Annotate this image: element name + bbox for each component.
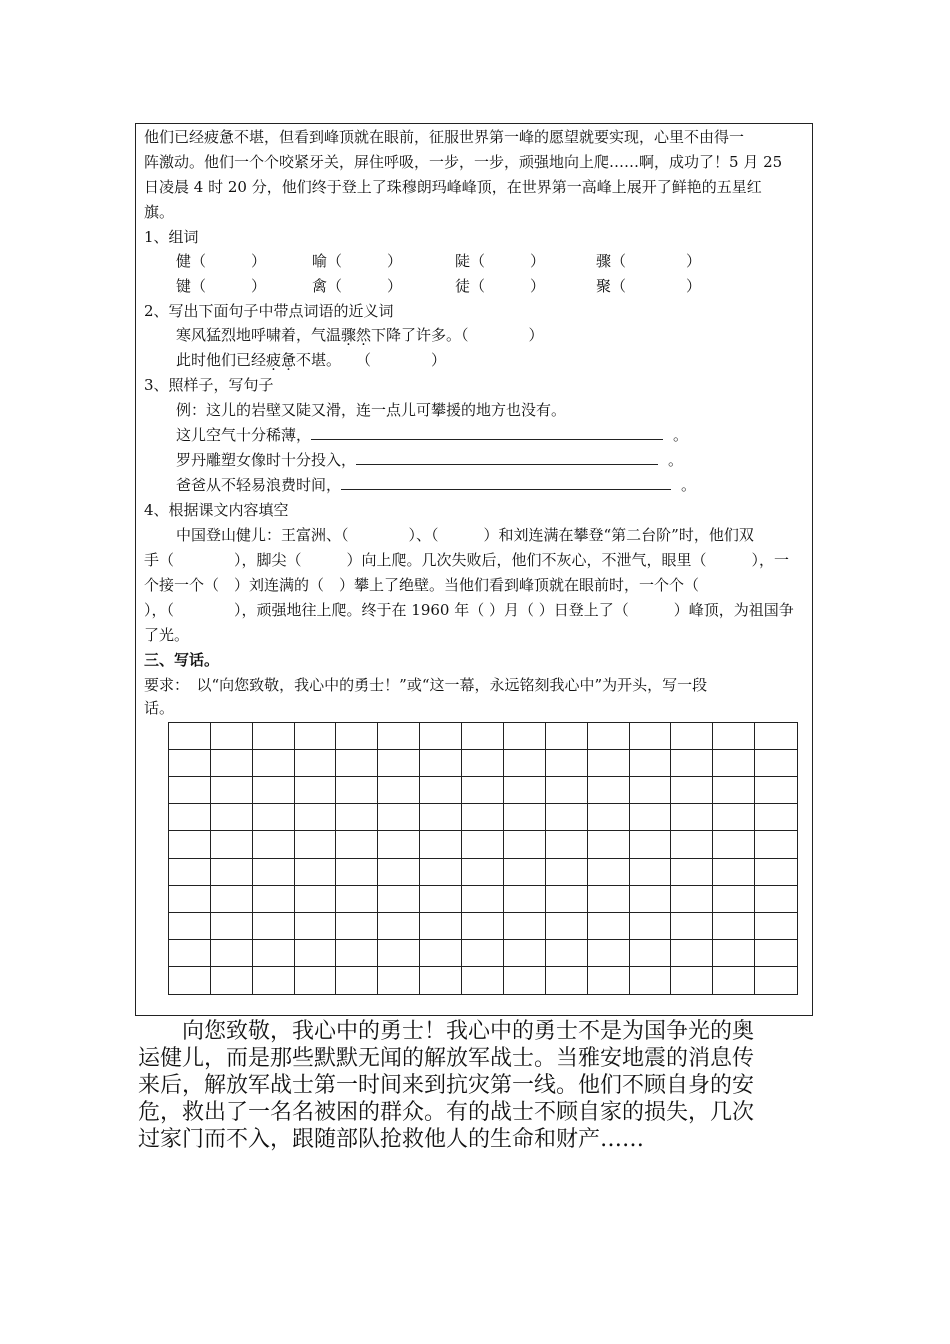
grid-cell[interactable] [546, 804, 588, 831]
q4-title: 4、根据课文内容填空 [144, 501, 289, 519]
q2-sentence-1 [176, 324, 544, 346]
grid-cell[interactable] [295, 913, 337, 940]
grid-cell[interactable] [253, 804, 295, 831]
grid-cell[interactable] [420, 940, 462, 967]
grid-cell[interactable] [504, 831, 546, 858]
grid-cell[interactable] [630, 804, 672, 831]
q4-line: ），（ ），顽强地往上爬。终于在 1960 年（ ）月（ ）日登上了（ ）峰顶，为祖国争 [144, 601, 794, 619]
grid-cell[interactable] [169, 967, 211, 994]
grid-cell[interactable] [336, 804, 378, 831]
grid-cell[interactable] [588, 750, 630, 777]
grid-cell[interactable] [253, 913, 295, 940]
grid-cell[interactable] [211, 750, 253, 777]
grid-cell[interactable] [588, 804, 630, 831]
grid-cell[interactable] [295, 967, 337, 994]
answer-line: 过家门而不入，跟随部队抢救他人的生命和财产…… [138, 1127, 645, 1152]
q1-item: 禽（ ） [312, 277, 403, 295]
grid-cell[interactable] [211, 777, 253, 804]
q2-text: 寒风猛烈地呼啸着，气温 [176, 326, 342, 344]
grid-cell[interactable] [671, 967, 713, 994]
grid-cell[interactable] [462, 804, 504, 831]
q2-sentence-2 [176, 349, 446, 371]
grid-cell[interactable] [546, 913, 588, 940]
grid-cell[interactable] [420, 804, 462, 831]
grid-cell[interactable] [713, 859, 755, 886]
grid-cell[interactable] [755, 967, 797, 994]
grid-cell[interactable] [755, 886, 797, 913]
grid-cell[interactable] [588, 940, 630, 967]
grid-cell[interactable] [546, 777, 588, 804]
grid-cell[interactable] [211, 723, 253, 750]
grid-cell[interactable] [295, 777, 337, 804]
grid-cell[interactable] [546, 831, 588, 858]
answer-blank[interactable] [311, 425, 663, 440]
grid-cell[interactable] [755, 777, 797, 804]
q1-item: 陡（ ） [455, 252, 546, 270]
grid-cell[interactable] [504, 777, 546, 804]
grid-cell[interactable] [378, 750, 420, 777]
dotted-char: 然 [356, 326, 372, 344]
grid-cell[interactable] [755, 723, 797, 750]
q3-prompt: 罗丹雕塑女像时十分投入， [176, 451, 357, 469]
grid-cell[interactable] [671, 750, 713, 777]
grid-cell[interactable] [671, 859, 713, 886]
grid-cell[interactable] [504, 886, 546, 913]
q3-example: 例：这儿的岩壁又陡又滑，连一点儿可攀援的地方也没有。 [176, 401, 567, 419]
dotted-char: 惫 [281, 351, 297, 369]
grid-cell[interactable] [420, 777, 462, 804]
grid-cell[interactable] [378, 723, 420, 750]
grid-cell[interactable] [588, 967, 630, 994]
grid-cell[interactable] [630, 913, 672, 940]
grid-cell[interactable] [378, 967, 420, 994]
passage-line: 日凌晨 4 时 20 分，他们终于登上了珠穆朗玛峰峰顶，在世界第一高峰上展开了鲜艳的五星红 [144, 178, 762, 196]
grid-cell[interactable] [462, 777, 504, 804]
q2-title: 2、写出下面句子中带点词语的近义词 [144, 302, 394, 320]
grid-cell[interactable] [755, 750, 797, 777]
grid-cell[interactable] [336, 831, 378, 858]
grid-cell[interactable] [253, 723, 295, 750]
grid-cell[interactable] [378, 859, 420, 886]
q3-line [176, 474, 696, 496]
grid-cell[interactable] [420, 750, 462, 777]
grid-cell[interactable] [295, 804, 337, 831]
grid-cell[interactable] [713, 831, 755, 858]
q3-prompt: 这儿空气十分稀薄， [176, 426, 312, 444]
grid-cell[interactable] [336, 777, 378, 804]
grid-cell[interactable] [630, 886, 672, 913]
grid-cell[interactable] [630, 723, 672, 750]
grid-cell[interactable] [546, 750, 588, 777]
grid-cell[interactable] [671, 886, 713, 913]
answer-line: 危，救出了一名名被困的群众。有的战士不顾自家的损失，几次 [138, 1100, 755, 1125]
answer-line: 运健儿，而是那些默默无闻的解放军战士。当雅安地震的消息传 [138, 1046, 755, 1071]
section-title: 三、写话。 [144, 651, 220, 669]
grid-cell[interactable] [169, 723, 211, 750]
grid-cell[interactable] [253, 886, 295, 913]
grid-cell[interactable] [671, 777, 713, 804]
writing-grid[interactable] [168, 722, 798, 995]
grid-cell[interactable] [713, 804, 755, 831]
q3-period: 。 [668, 451, 684, 469]
q2-text: 此时他们已经 [176, 351, 267, 369]
grid-cell[interactable] [336, 723, 378, 750]
grid-cell[interactable] [504, 940, 546, 967]
grid-cell[interactable] [378, 804, 420, 831]
grid-cell[interactable] [462, 940, 504, 967]
q4-line: 中国登山健儿：王富洲、（ ）、（ ）和刘连满在攀登“第二台阶”时，他们双 [176, 526, 754, 544]
q2-text: 下降了许多。（ ） [371, 326, 544, 344]
grid-cell[interactable] [588, 723, 630, 750]
grid-cell[interactable] [713, 886, 755, 913]
grid-cell[interactable] [336, 750, 378, 777]
grid-cell[interactable] [630, 967, 672, 994]
grid-cell[interactable] [713, 777, 755, 804]
grid-cell[interactable] [253, 967, 295, 994]
grid-cell[interactable] [169, 831, 211, 858]
grid-cell[interactable] [169, 750, 211, 777]
grid-cell[interactable] [295, 750, 337, 777]
grid-cell[interactable] [671, 831, 713, 858]
grid-cell[interactable] [378, 777, 420, 804]
q3-period: 。 [673, 426, 689, 444]
grid-cell[interactable] [169, 804, 211, 831]
grid-cell[interactable] [253, 777, 295, 804]
q1-item: 聚（ ） [596, 277, 702, 295]
grid-cell[interactable] [588, 831, 630, 858]
grid-cell[interactable] [713, 967, 755, 994]
grid-cell[interactable] [169, 913, 211, 940]
grid-cell[interactable] [336, 886, 378, 913]
grid-cell[interactable] [546, 859, 588, 886]
grid-cell[interactable] [630, 750, 672, 777]
q3-line [176, 449, 683, 471]
q3-title: 3、照样子，写句子 [144, 376, 274, 394]
grid-cell[interactable] [211, 804, 253, 831]
q1-item: 健（ ） [176, 252, 267, 270]
grid-cell[interactable] [295, 886, 337, 913]
grid-cell[interactable] [630, 859, 672, 886]
grid-cell[interactable] [755, 859, 797, 886]
grid-cell[interactable] [671, 723, 713, 750]
grid-cell[interactable] [295, 940, 337, 967]
q4-line: 了光。 [144, 626, 190, 644]
grid-cell[interactable] [713, 940, 755, 967]
grid-cell[interactable] [336, 967, 378, 994]
grid-cell[interactable] [169, 859, 211, 886]
grid-cell[interactable] [420, 913, 462, 940]
grid-cell[interactable] [211, 831, 253, 858]
passage-line: 旗。 [144, 203, 175, 221]
grid-cell[interactable] [755, 831, 797, 858]
grid-cell[interactable] [420, 723, 462, 750]
grid-cell[interactable] [378, 940, 420, 967]
grid-cell[interactable] [378, 831, 420, 858]
q1-item: 徒（ ） [455, 277, 546, 295]
grid-cell[interactable] [253, 750, 295, 777]
grid-cell[interactable] [211, 886, 253, 913]
grid-cell[interactable] [336, 859, 378, 886]
grid-cell[interactable] [755, 940, 797, 967]
grid-cell[interactable] [169, 940, 211, 967]
q1-item: 键（ ） [176, 277, 267, 295]
writing-requirement: 话。 [144, 699, 175, 717]
writing-requirement: 要求： 以“向您致敬，我心中的勇士！”或“这一幕，永远铭刻我心中”为开头，写一段 [144, 676, 708, 694]
grid-cell[interactable] [211, 940, 253, 967]
grid-cell[interactable] [546, 967, 588, 994]
passage-line: 阵激动。他们一个个咬紧牙关，屏住呼吸，一步，一步，顽强地向上爬……啊，成功了！5 月 25 [144, 153, 783, 171]
grid-cell[interactable] [462, 723, 504, 750]
grid-cell[interactable] [630, 831, 672, 858]
grid-cell[interactable] [713, 913, 755, 940]
answer-line: 来后，解放军战士第一时间来到抗灾第一线。他们不顾自身的安 [138, 1073, 755, 1098]
grid-cell[interactable] [504, 913, 546, 940]
grid-cell[interactable] [671, 940, 713, 967]
grid-cell[interactable] [546, 886, 588, 913]
grid-cell[interactable] [588, 886, 630, 913]
q1-title: 1、组词 [144, 228, 199, 246]
q3-line [176, 424, 688, 446]
grid-cell[interactable] [671, 804, 713, 831]
grid-cell[interactable] [462, 859, 504, 886]
grid-cell[interactable] [295, 859, 337, 886]
grid-cell[interactable] [211, 859, 253, 886]
grid-cell[interactable] [713, 750, 755, 777]
grid-cell[interactable] [504, 804, 546, 831]
grid-cell[interactable] [295, 831, 337, 858]
q3-period: 。 [681, 476, 697, 494]
grid-cell[interactable] [462, 967, 504, 994]
q4-line: 个接一个（ ）刘连满的（ ）攀上了绝壁。当他们看到峰顶就在眼前时，一个个（ [144, 576, 700, 594]
grid-cell[interactable] [462, 913, 504, 940]
grid-cell[interactable] [253, 859, 295, 886]
q1-item: 骤（ ） [596, 252, 702, 270]
answer-blank[interactable] [341, 475, 671, 490]
grid-cell[interactable] [253, 831, 295, 858]
grid-cell[interactable] [211, 967, 253, 994]
answer-line: 向您致敬，我心中的勇士！我心中的勇士不是为国争光的奥 [138, 1019, 755, 1044]
grid-cell[interactable] [420, 886, 462, 913]
grid-cell[interactable] [504, 723, 546, 750]
grid-cell[interactable] [169, 886, 211, 913]
grid-cell[interactable] [378, 886, 420, 913]
grid-cell[interactable] [630, 777, 672, 804]
grid-cell[interactable] [755, 804, 797, 831]
grid-cell[interactable] [671, 913, 713, 940]
grid-cell[interactable] [630, 940, 672, 967]
grid-cell[interactable] [755, 913, 797, 940]
grid-cell[interactable] [420, 831, 462, 858]
grid-cell[interactable] [169, 777, 211, 804]
q3-prompt: 爸爸从不轻易浪费时间， [176, 476, 342, 494]
grid-cell[interactable] [378, 913, 420, 940]
grid-cell[interactable] [588, 913, 630, 940]
grid-cell[interactable] [462, 750, 504, 777]
grid-cell[interactable] [546, 940, 588, 967]
grid-cell[interactable] [462, 886, 504, 913]
grid-cell[interactable] [504, 750, 546, 777]
grid-cell[interactable] [546, 723, 588, 750]
grid-cell[interactable] [336, 940, 378, 967]
grid-cell[interactable] [295, 723, 337, 750]
q4-line: 手（ ），脚尖（ ）向上爬。几次失败后，他们不灰心，不泄气，眼里（ ），一 [144, 551, 790, 569]
grid-cell[interactable] [588, 777, 630, 804]
dotted-char: 疲 [266, 351, 282, 369]
grid-cell[interactable] [504, 967, 546, 994]
q2-text: 不堪。 （ ） [296, 351, 447, 369]
grid-cell[interactable] [211, 913, 253, 940]
passage-line: 他们已经疲惫不堪，但看到峰顶就在眼前，征服世界第一峰的愿望就要实现，心里不由得一 [144, 128, 745, 146]
grid-cell[interactable] [462, 831, 504, 858]
answer-blank[interactable] [356, 450, 658, 465]
dotted-char: 骤 [341, 326, 357, 344]
grid-cell[interactable] [713, 723, 755, 750]
grid-cell[interactable] [588, 859, 630, 886]
grid-cell[interactable] [420, 967, 462, 994]
grid-cell[interactable] [504, 859, 546, 886]
grid-cell[interactable] [336, 913, 378, 940]
grid-cell[interactable] [253, 940, 295, 967]
grid-cell[interactable] [420, 859, 462, 886]
q1-item: 喻（ ） [312, 252, 403, 270]
